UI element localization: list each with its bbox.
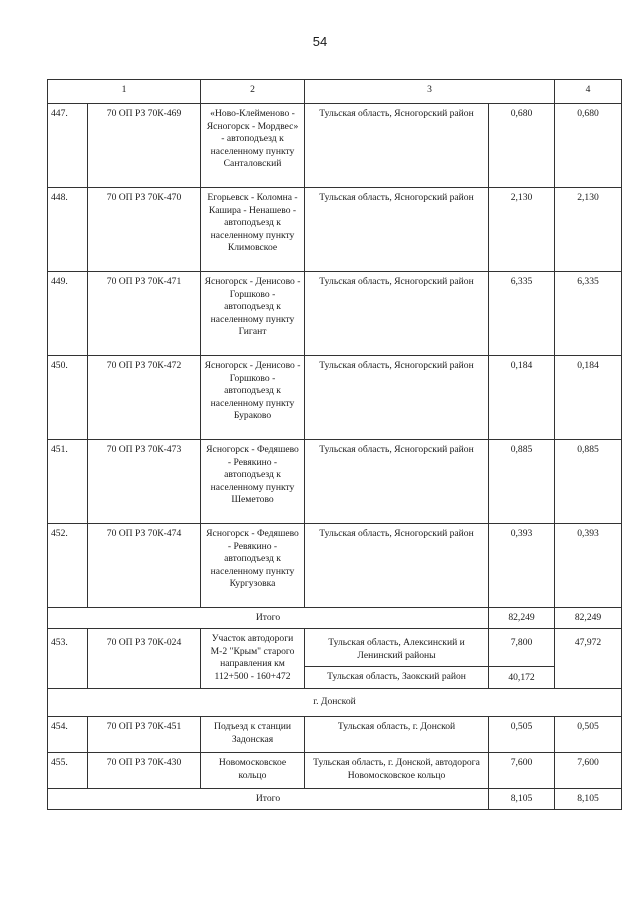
section-length: 40,172	[489, 667, 555, 689]
row-number: 455.	[48, 753, 88, 789]
subtotal-label: Итого	[48, 608, 489, 629]
total-length: 0,680	[555, 104, 622, 188]
road-code: 70 ОП РЗ 70К-472	[88, 356, 201, 440]
road-location: Тульская область, г. Донской, автодорога Новомосковское кольцо	[305, 753, 489, 789]
table-row	[48, 524, 622, 608]
table-row	[48, 717, 622, 753]
column-header-2: 2	[201, 80, 305, 104]
total-length: 7,600	[555, 753, 622, 789]
subtotal-row	[48, 608, 622, 629]
road-code: 70 ОП РЗ 70К-470	[88, 188, 201, 272]
table-row	[48, 188, 622, 272]
road-code: 70 ОП РЗ 70К-451	[88, 717, 201, 753]
table-row	[48, 629, 622, 667]
row-number: 451.	[48, 440, 88, 524]
table-row	[48, 753, 622, 789]
subtotal-label: Итого	[48, 789, 489, 810]
total-length: 0,184	[555, 356, 622, 440]
road-name: Ясногорск - Федяшево - Ревякино - автоподъезд к населенному пункту Кургузовка	[201, 524, 305, 608]
column-header-4: 4	[555, 80, 622, 104]
table-row	[48, 440, 622, 524]
section-length: 0,680	[489, 104, 555, 188]
total-length: 0,505	[555, 717, 622, 753]
row-number: 447.	[48, 104, 88, 188]
road-location: Тульская область, Ясногорский район	[305, 272, 489, 356]
section-length: 6,335	[489, 272, 555, 356]
subtotal-total: 82,249	[555, 608, 622, 629]
road-location: Тульская область, Ясногорский район	[305, 524, 489, 608]
road-location: Тульская область, г. Донской	[305, 717, 489, 753]
total-length: 0,393	[555, 524, 622, 608]
road-name: Новомосковское кольцо	[201, 753, 305, 789]
section-length: 0,505	[489, 717, 555, 753]
road-location: Тульская область, Ясногорский район	[305, 440, 489, 524]
road-register-table	[47, 79, 622, 810]
table-header-row	[48, 80, 622, 104]
section-length: 0,393	[489, 524, 555, 608]
section-length: 7,800	[489, 629, 555, 667]
subtotal-length: 8,105	[489, 789, 555, 810]
road-location: Тульская область, Алексинский и Ленинский районы	[305, 629, 489, 667]
column-header-1: 1	[48, 80, 201, 104]
total-length: 47,972	[555, 629, 622, 689]
total-length: 0,885	[555, 440, 622, 524]
page-number: 54	[312, 34, 328, 49]
road-code: 70 ОП РЗ 70К-024	[88, 629, 201, 689]
road-name: Ясногорск - Денисово - Горшково - автоподъезд к населенному пункту Бураково	[201, 356, 305, 440]
road-name: Ясногорск - Федяшево - Ревякино - автоподъезд к населенному пункту Шеметово	[201, 440, 305, 524]
row-number: 452.	[48, 524, 88, 608]
road-location: Тульская область, Заокский район	[305, 667, 489, 689]
row-number: 454.	[48, 717, 88, 753]
row-number: 453.	[48, 629, 88, 689]
road-name: Подъезд к станции Задонская	[201, 717, 305, 753]
row-number: 449.	[48, 272, 88, 356]
road-location: Тульская область, Ясногорский район	[305, 104, 489, 188]
road-name: Участок автодороги М-2 "Крым" старого направления км 112+500 - 160+472	[201, 629, 305, 689]
road-name: Егорьевск - Коломна - Кашира - Ненашево - автоподъезд к населенному пункту Климовское	[201, 188, 305, 272]
road-name: Ясногорск - Денисово - Горшково - автоподъезд к населенному пункту Гигант	[201, 272, 305, 356]
total-length: 2,130	[555, 188, 622, 272]
table-row	[48, 104, 622, 188]
section-header-row	[48, 689, 622, 717]
column-header-3: 3	[305, 80, 555, 104]
section-title: г. Донской	[48, 689, 622, 717]
section-length: 2,130	[489, 188, 555, 272]
road-code: 70 ОП РЗ 70К-471	[88, 272, 201, 356]
road-code: 70 ОП РЗ 70К-473	[88, 440, 201, 524]
subtotal-length: 82,249	[489, 608, 555, 629]
row-number: 450.	[48, 356, 88, 440]
subtotal-row	[48, 789, 622, 810]
road-code: 70 ОП РЗ 70К-469	[88, 104, 201, 188]
section-length: 0,885	[489, 440, 555, 524]
table-row	[48, 272, 622, 356]
section-length: 7,600	[489, 753, 555, 789]
table-row	[48, 356, 622, 440]
road-name: «Ново-Клейменово - Ясногорск - Мордвес» - автоподъезд к населенному пункту Санталовский	[201, 104, 305, 188]
road-code: 70 ОП РЗ 70К-474	[88, 524, 201, 608]
road-code: 70 ОП РЗ 70К-430	[88, 753, 201, 789]
road-location: Тульская область, Ясногорский район	[305, 188, 489, 272]
row-number: 448.	[48, 188, 88, 272]
subtotal-total: 8,105	[555, 789, 622, 810]
road-location: Тульская область, Ясногорский район	[305, 356, 489, 440]
total-length: 6,335	[555, 272, 622, 356]
section-length: 0,184	[489, 356, 555, 440]
